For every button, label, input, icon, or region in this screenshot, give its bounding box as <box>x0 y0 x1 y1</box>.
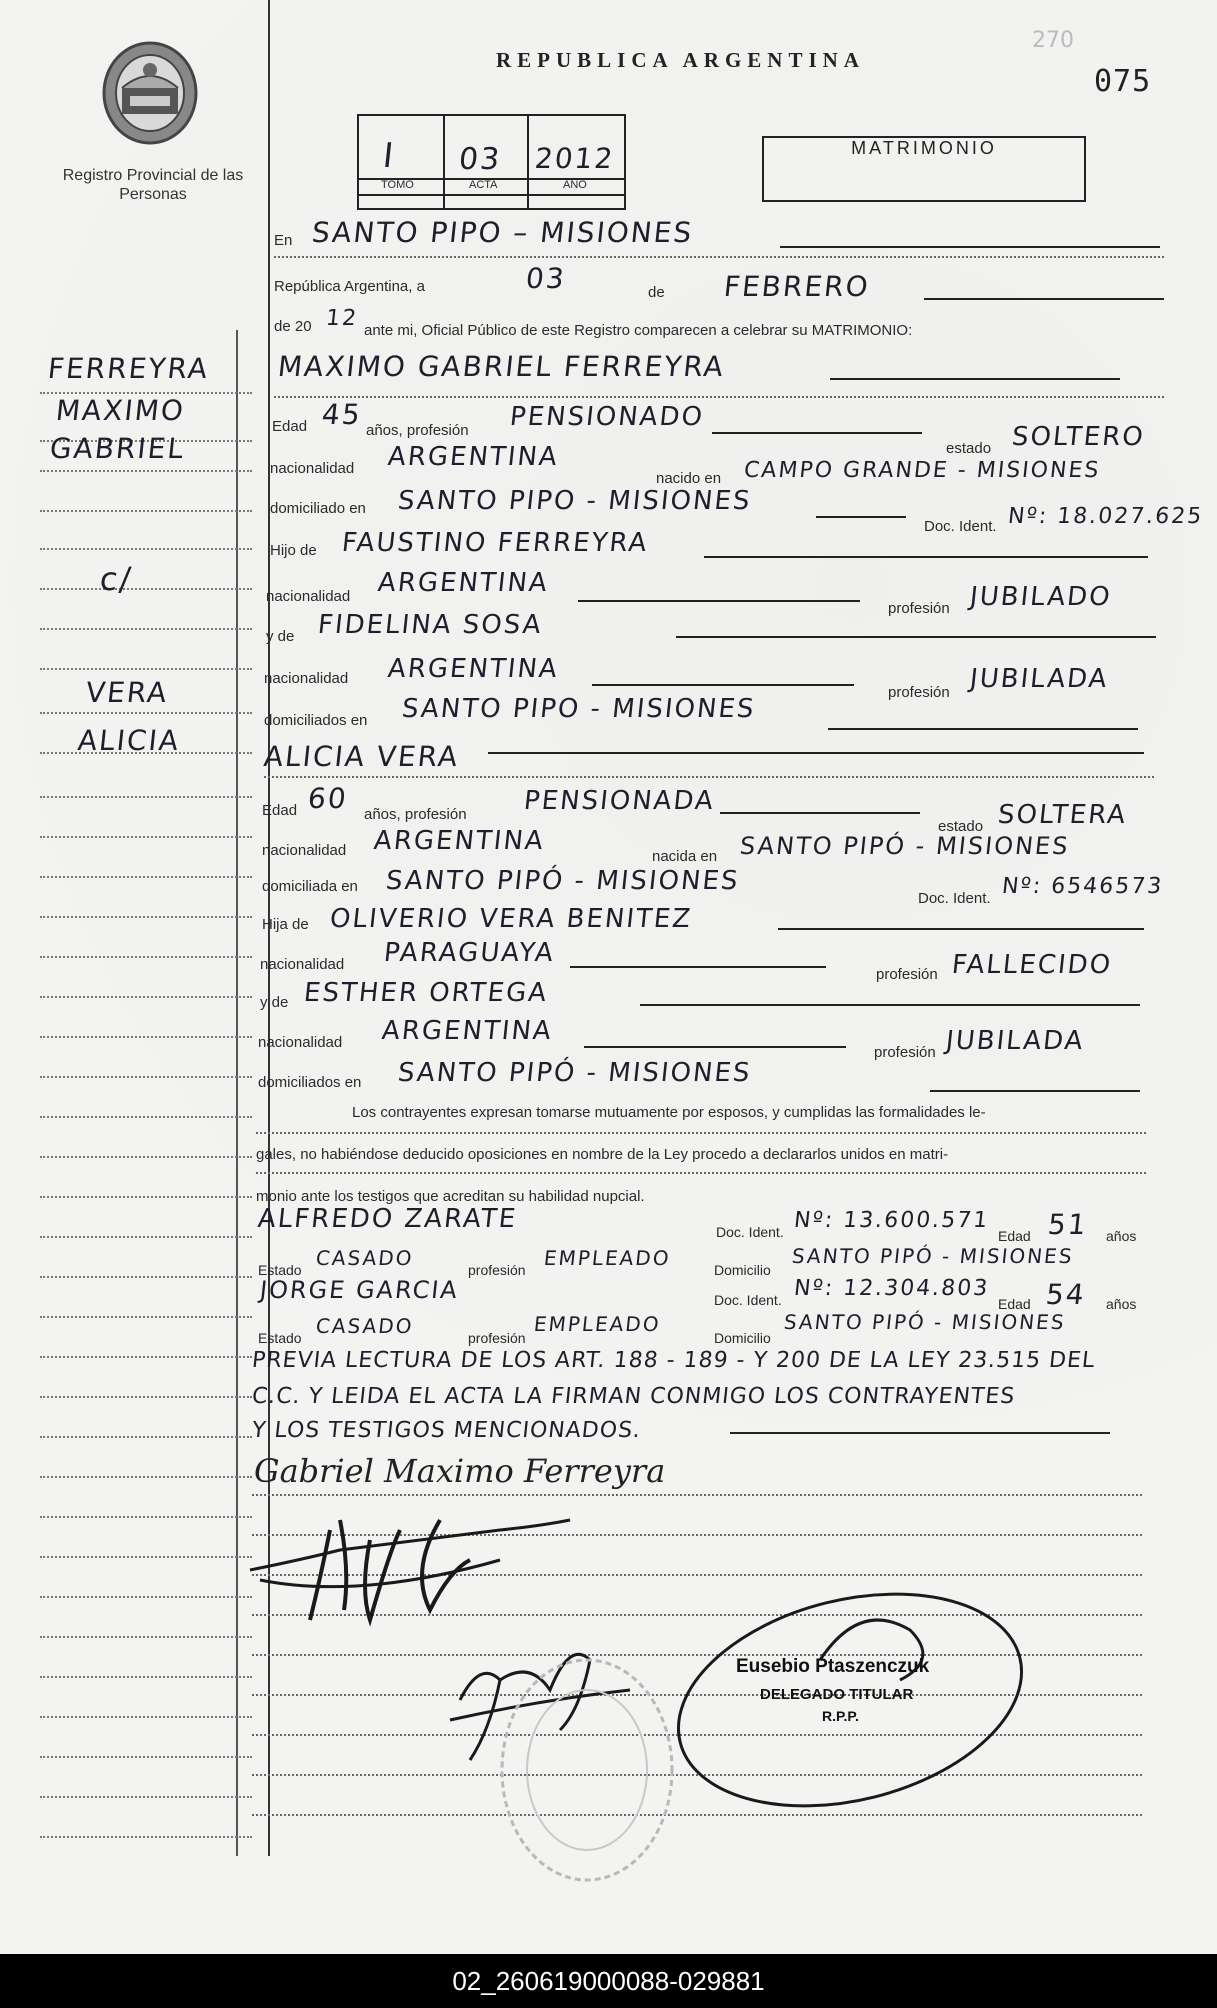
bride-domicile: SANTO PIPÓ - MISIONES <box>384 866 741 896</box>
bride-civil-status: SOLTERA <box>996 800 1129 830</box>
label-edad: Edad <box>272 418 308 435</box>
label-doc-ident-w1: Doc. Ident. <box>716 1224 784 1240</box>
act-place: SANTO PIPO – MISIONES <box>310 216 695 249</box>
label-edad-2: Edad <box>262 802 298 819</box>
label-nacionalidad-4: nacionalidad <box>262 842 347 859</box>
label-nacido-en: nacido en <box>656 470 722 487</box>
witness-1-status: CASADO <box>314 1246 415 1270</box>
bride-doc-id: Nº: 6546573 <box>1000 874 1165 899</box>
witness-2-doc-id: Nº: 12.304.803 <box>792 1276 991 1301</box>
label-profesion-3: profesión <box>876 966 938 983</box>
label-estado-w1: Estado <box>258 1262 302 1278</box>
label-edad-w1: Edad <box>998 1228 1031 1244</box>
declaration-line-2: gales, no habiéndose deducido oposiciones en nombre de la Ley procedo a declararlos unidos en matri- <box>256 1146 949 1163</box>
witness-1-name: ALFREDO ZARATE <box>256 1204 519 1234</box>
registry-box <box>357 114 626 210</box>
groom-father-nationality: ARGENTINA <box>376 568 551 598</box>
groom-full-name: MAXIMO GABRIEL FERREYRA <box>276 350 727 383</box>
groom-parents-domicile: SANTO PIPO - MISIONES <box>400 694 757 724</box>
margin-rule <box>236 330 238 1856</box>
bride-father-nationality: PARAGUAYA <box>382 938 557 968</box>
label-nacionalidad-5: nacionalidad <box>260 956 345 973</box>
groom-signature: Gabriel Maximo Ferreyra <box>254 1452 666 1490</box>
act-type: MATRIMONIO <box>851 138 997 158</box>
round-seal-icon <box>492 1650 682 1890</box>
label-anos-w2: años <box>1106 1296 1137 1312</box>
note-line-3: Y LOS TESTIGOS MENCIONADOS. <box>250 1418 643 1443</box>
label-y-de-2: y de <box>260 994 289 1011</box>
label-domiciliada-en: domiciliada en <box>262 878 358 895</box>
bride-nationality: ARGENTINA <box>372 826 547 856</box>
label-nacionalidad-6: nacionalidad <box>258 1034 343 1051</box>
provincial-crest-icon <box>100 40 200 146</box>
label-anos-w1: años <box>1106 1228 1137 1244</box>
bride-father-profession: FALLECIDO <box>950 950 1114 980</box>
label-nacida-en: nacida en <box>652 848 718 865</box>
label-y-de: y de <box>266 628 295 645</box>
witness-2-domicile: SANTO PIPÓ - MISIONES <box>782 1310 1067 1334</box>
label-domiciliado-en: domiciliado en <box>270 500 366 517</box>
witness-2-profession: EMPLEADO <box>532 1312 662 1336</box>
bride-parents-domicile: SANTO PIPÓ - MISIONES <box>396 1058 753 1088</box>
bride-age: 60 <box>306 782 350 815</box>
label-hijo-de: Hijo de <box>270 542 317 559</box>
tomo-value: I <box>380 136 398 176</box>
label-anos-profesion: años, profesión <box>366 422 469 439</box>
witness-2-name: JORGE GARCIA <box>258 1276 461 1304</box>
groom-father-profession: JUBILADO <box>968 582 1114 612</box>
note-line-1: PREVIA LECTURA DE LOS ART. 188 - 189 - Y 200 DE LA LEY 23.515 DEL <box>250 1348 1097 1373</box>
bride-profession: PENSIONADA <box>522 786 717 816</box>
margin-groom-name-2: GABRIEL <box>48 432 187 465</box>
footer-code: 02_260619000088-029881 <box>452 1966 765 1996</box>
anio-value: 2012 <box>533 142 616 175</box>
label-domiciliados-en: domiciliados en <box>264 712 368 729</box>
groom-mother-nationality: ARGENTINA <box>386 654 561 684</box>
margin-groom-surname: FERREYRA <box>46 352 211 385</box>
label-hija-de: Hija de <box>262 916 309 933</box>
groom-doc-id: Nº: 18.027.625 <box>1006 504 1205 529</box>
label-estado: estado <box>946 440 992 457</box>
groom-age: 45 <box>320 398 364 431</box>
witness-1-domicile: SANTO PIPÓ - MISIONES <box>790 1244 1075 1268</box>
bride-mother: ESTHER ORTEGA <box>302 978 550 1008</box>
declaration-line-3: monio ante los testigos que acreditan su habilidad nupcial. <box>256 1188 645 1205</box>
label-domicilio-w2: Domicilio <box>714 1330 771 1346</box>
label-profesion-2: profesión <box>888 684 950 701</box>
label-nacionalidad-2: nacionalidad <box>266 588 351 605</box>
witness-1-profession: EMPLEADO <box>542 1246 672 1270</box>
act-type-box <box>762 136 1086 202</box>
label-de-20: de 20 <box>274 318 312 335</box>
label-domicilio-w1: Domicilio <box>714 1262 771 1278</box>
label-profesion-4: profesión <box>874 1044 936 1061</box>
groom-mother-profession: JUBILADA <box>968 664 1110 694</box>
margin-conjunction: c/ <box>98 560 135 598</box>
page-number: 075 <box>1094 64 1152 99</box>
witness-2-age: 54 <box>1044 1278 1088 1311</box>
label-profesion: profesión <box>888 600 950 617</box>
label-nacionalidad-3: nacionalidad <box>264 670 349 687</box>
acta-value: 03 <box>457 142 504 177</box>
bride-mother-profession: JUBILADA <box>944 1026 1086 1056</box>
label-doc-ident: Doc. Ident. <box>924 518 997 535</box>
label-profesion-w2: profesión <box>468 1330 526 1346</box>
margin-bride-name: ALICIA <box>76 724 182 757</box>
label-ante-mi: ante mi, Oficial Público de este Registro comparecen a celebrar su MATRIMONIO: <box>364 322 913 339</box>
label-profesion-w1: profesión <box>468 1262 526 1278</box>
official-name: Eusebio Ptaszenczuk <box>736 1656 930 1677</box>
tomo-label: TOMO <box>381 179 414 191</box>
bride-birthplace: SANTO PIPÓ - MISIONES <box>738 832 1071 860</box>
label-en: En <box>274 232 293 249</box>
bride-father: OLIVERIO VERA BENITEZ <box>328 904 694 934</box>
anio-label: AÑO <box>563 179 587 191</box>
groom-nationality: ARGENTINA <box>386 442 561 472</box>
groom-civil-status: SOLTERO <box>1010 422 1147 452</box>
label-edad-w2: Edad <box>998 1296 1031 1312</box>
country-header: REPUBLICA ARGENTINA <box>496 48 865 72</box>
groom-profession: PENSIONADO <box>508 402 706 432</box>
label-estado-2: estado <box>938 818 984 835</box>
label-anos-profesion-2: años, profesión <box>364 806 467 823</box>
groom-mother: FIDELINA SOSA <box>316 610 545 640</box>
declaration-line-1: Los contrayentes expresan tomarse mutuamente por esposos, y cumplidas las formalidades le- <box>352 1104 986 1121</box>
act-year: 12 <box>324 306 360 331</box>
label-doc-ident-w2: Doc. Ident. <box>714 1292 782 1308</box>
acta-label: ACTA <box>469 179 498 191</box>
witness-2-status: CASADO <box>314 1314 415 1338</box>
margin-bride-surname: VERA <box>84 676 171 709</box>
scan-footer <box>0 1954 1217 2008</box>
office-name: Registro Provincial de las Personas <box>62 167 244 203</box>
witness-1-doc-id: Nº: 13.600.571 <box>792 1208 991 1233</box>
label-nacionalidad: nacionalidad <box>270 460 355 477</box>
act-month: FEBRERO <box>722 270 872 303</box>
corner-mark: 270 <box>1032 28 1074 53</box>
official-office: R.P.P. <box>822 1708 859 1724</box>
label-estado-w2: Estado <box>258 1330 302 1346</box>
label-domiciliados-en-2: domiciliados en <box>258 1074 362 1091</box>
bride-full-name: ALICIA VERA <box>262 740 461 773</box>
margin-groom-name-1: MAXIMO <box>54 394 187 427</box>
label-de: de <box>648 284 665 301</box>
groom-domicile: SANTO PIPO - MISIONES <box>396 486 753 516</box>
groom-father: FAUSTINO FERREYRA <box>340 528 650 558</box>
witness-1-age: 51 <box>1046 1208 1090 1241</box>
note-line-2: C.C. Y LEIDA EL ACTA LA FIRMAN CONMIGO LOS CONTRAYENTES <box>250 1384 1017 1409</box>
bride-mother-nationality: ARGENTINA <box>380 1016 555 1046</box>
groom-birthplace: CAMPO GRANDE - MISIONES <box>742 458 1102 483</box>
label-republica: República Argentina, a <box>274 278 425 295</box>
official-title: DELEGADO TITULAR <box>760 1686 914 1703</box>
act-day: 03 <box>524 262 568 295</box>
label-doc-ident-2: Doc. Ident. <box>918 890 991 907</box>
